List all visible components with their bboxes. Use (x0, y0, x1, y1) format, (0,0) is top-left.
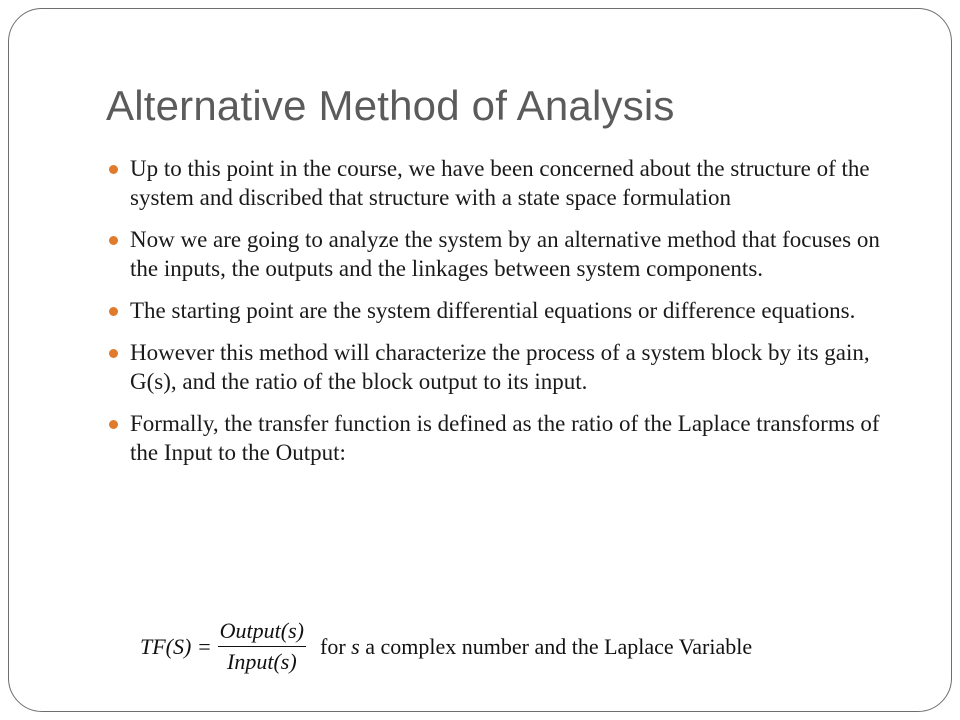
formula-numerator: Output(s) (219, 618, 304, 643)
bullet-marker-icon (109, 420, 118, 429)
bullet-marker-icon (109, 307, 118, 316)
bullet-list (106, 154, 896, 480)
formula-condition-prefix: for (320, 633, 346, 659)
bullet-marker-icon (109, 236, 118, 245)
bullet-marker-icon (109, 165, 118, 174)
formula-condition-text: a complex number and the Laplace Variable (365, 633, 753, 659)
bullet-text: The starting point are the system differential equations or difference equations. (130, 298, 856, 323)
formula-denominator: Input(s) (227, 649, 297, 675)
slide-title: Alternative Method of Analysis (106, 82, 675, 129)
bullet-marker-icon (109, 349, 118, 358)
formula-condition-variable: s (351, 633, 360, 659)
bullet-text: Up to this point in the course, we have been concerned about the structure of the system and discribed that structure with a state space formulation (130, 156, 870, 210)
bullet-item (106, 338, 896, 396)
bullet-text: However this method will characterize the process of a system block by its gain, G(s), and the ratio of the block output to its input. (130, 340, 870, 394)
formula-fraction (218, 618, 306, 675)
bullet-item (106, 225, 896, 283)
formula-lhs: TF(S) = (140, 633, 212, 659)
transfer-function-formula (140, 618, 752, 675)
bullet-text: Formally, the transfer function is defined as the ratio of the Laplace transforms of the Input to the Output: (130, 411, 880, 465)
bullet-text: Now we are going to analyze the system by an alternative method that focuses on the inputs, the outputs and the linkages between system components. (130, 227, 880, 281)
bullet-item (106, 154, 896, 212)
bullet-item (106, 296, 896, 325)
bullet-item (106, 409, 896, 467)
